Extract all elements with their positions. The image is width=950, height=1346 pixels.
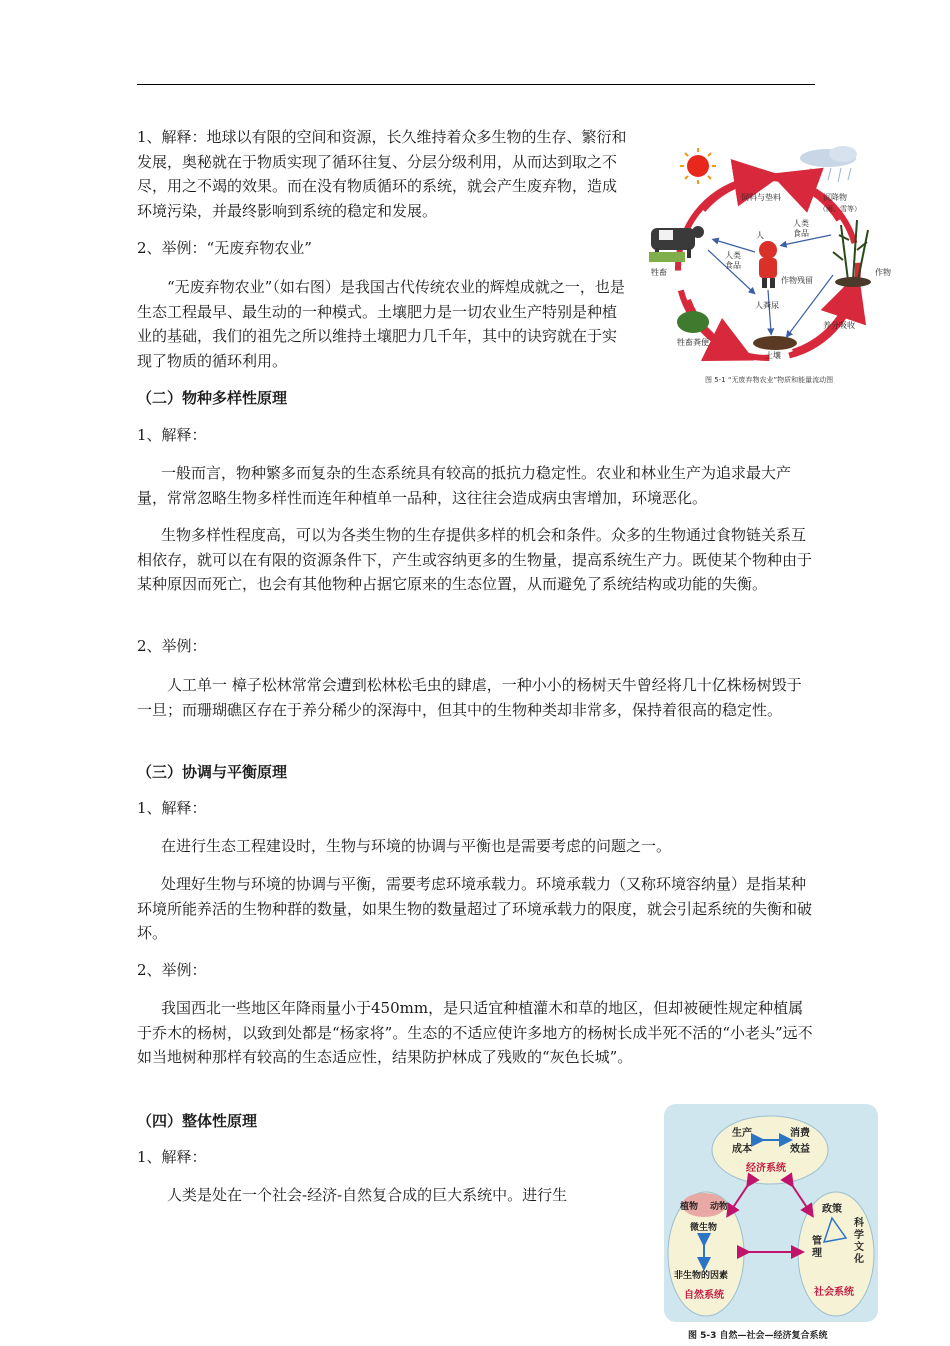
- manure-icon: [677, 311, 709, 333]
- sec3-explain-label: 1、解释：: [137, 799, 207, 817]
- label-nutrient: 养分吸收: [823, 321, 855, 330]
- sec3-example-text: 我国西北一些地区年降雨量小于450mm，是只适宜种植灌木和草的地区，但却被硬性规定种植属于乔木的杨树，以致到处都是“杨家将”。生态的不适应使许多地方的杨树长成半死不活的“小老头”远不如当地树种那样有较高的生态适应性，结果防护林成了残败的“灰色长城”。: [137, 999, 813, 1066]
- sec2-p1: 一般而言，物种繁多而复杂的生态系统具有较高的抵抗力稳定性。农业和林业生产为追求最大产量，常常忽略生物多样性而连年种植单一品种，这往往会造成病虫害增加，环境恶化。: [137, 464, 792, 507]
- nature-system-label: 自然系统: [684, 1290, 724, 1301]
- figure1-caption: 图 5-1 “无废弃物农业”物质和能量流动图: [705, 376, 834, 384]
- sec3-example-label: 2、举例：: [137, 961, 207, 979]
- econ-production: 生产: [732, 1128, 752, 1139]
- sec3-p1: 在进行生态工程建设时，生物与环境的协调与平衡也是需要考虑的问题之一。: [161, 837, 672, 855]
- label-food1b: 食品: [793, 229, 809, 238]
- sec1-explain: 1、解释：地球以有限的空间和资源，长久维持着众多生物的生存、繁衍和发展，奥秘就在于物质实现了循环往复、分层分级利用，从而达到取之不尽，用之不竭的效果。而在没有物质循环的系统，就会产生废弃物，造成环境污染，并最终影响到系统的稳定和发展。: [137, 128, 627, 220]
- label-food2b: 食品: [725, 261, 741, 270]
- sec3-heading: （三）协调与平衡原理: [137, 763, 288, 781]
- human-icon: [759, 241, 777, 288]
- header-rule: [137, 84, 815, 85]
- nature-animal: 动物: [710, 1202, 729, 1212]
- nature-abiotic: 非生物的因素: [674, 1271, 729, 1281]
- nature-plant: 植物: [680, 1202, 699, 1212]
- label-crop: 作物: [875, 268, 891, 277]
- sec2-example-text: 人工单一 樟子松林常常会遭到松林松毛虫的肆虐，一种小小的杨树天牛曾经将几十亿株杨树毁于一旦；而珊瑚礁区存在于养分稀少的深海中，但其中的生物种类却非常多，保持着很高的稳定性。: [137, 676, 802, 719]
- sec2-p2: 生物多样性程度高，可以为各类生物的生存提供多样的机会和条件。众多的生物通过食物链关系互相依存，就可以在有限的资源条件下，产生或容纳更多的生物量，提高系统生产力。既使某个物种由于某种原因而死亡，也会有其他物种占据它原来的生态位置，从而避免了系统结构或功能的失衡。: [137, 526, 813, 593]
- econ-consumption: 消费: [790, 1128, 810, 1139]
- label-sediment: 沉降物: [823, 193, 847, 202]
- cow-icon: [649, 226, 704, 262]
- label-animal-manure: 牲畜粪便: [677, 338, 709, 347]
- label-livestock: 牲畜: [651, 268, 667, 277]
- social-policy: 政策: [822, 1204, 842, 1215]
- sec2-explain-label: 1、解释：: [137, 426, 207, 444]
- cloud-icon: [800, 146, 857, 182]
- label-residue: 作物残留: [781, 276, 813, 285]
- social-sci-4: 化: [854, 1254, 864, 1265]
- label-soil: 土壤: [765, 351, 781, 360]
- sec4-p1: 人类是处在一个社会-经济-自然复合成的巨大系统中。进行生: [167, 1186, 568, 1204]
- social-sci-2: 学: [854, 1230, 864, 1241]
- sec1-example-label: 2、举例：“无废弃物农业”: [137, 239, 312, 257]
- label-sediment-sub: （雨、雪等）: [819, 205, 861, 213]
- label-feed: 饲料与垫料: [741, 193, 781, 202]
- nature-micro: 微生物: [690, 1223, 718, 1233]
- social-mgmt-2: 理: [812, 1248, 822, 1259]
- label-food2: 人类: [725, 251, 741, 260]
- label-human: 人: [756, 231, 764, 240]
- social-sci-3: 文: [854, 1242, 864, 1253]
- figure2-caption: 图 5-3 自然—社会—经济复合系统: [688, 1331, 828, 1341]
- sec2-heading: （二）物种多样性原理: [137, 389, 288, 407]
- sec3-p2: 处理好生物与环境的协调与平衡，需要考虑环境承载力。环境承载力（又称环境容纳量）是指某种环境所能养活的生物种群的数量，如果生物的数量超过了环境承载力的限度，就会引起系统的失衡和破坏。: [137, 875, 813, 942]
- label-manure: 人粪尿: [755, 301, 779, 310]
- econ-benefit: 效益: [790, 1144, 810, 1155]
- figure-no-waste-agriculture: [643, 140, 893, 390]
- social-sci-1: 科: [854, 1218, 864, 1229]
- sec4-heading: （四）整体性原理: [137, 1112, 258, 1130]
- sun-icon: [680, 148, 716, 184]
- soil-icon: [753, 336, 797, 350]
- figure-complex-system: [662, 1102, 882, 1342]
- sec1-example-text: “无废弃物农业”（如右图）是我国古代传统农业的辉煌成就之一，也是生态工程最早、最生动的一种模式。土壤肥力是一切农业生产特别是种植业的基础，我们的祖先之所以维持土壤肥力几千年，其中的诀窍就在于实现了物质的循环利用。: [137, 278, 625, 370]
- sec4-explain-label: 1、解释：: [137, 1148, 207, 1166]
- econ-system-label: 经济系统: [746, 1163, 786, 1174]
- label-food1: 人类: [793, 219, 809, 228]
- social-mgmt-1: 管: [812, 1236, 822, 1247]
- sec2-example-label: 2、举例：: [137, 637, 207, 655]
- social-system-label: 社会系统: [814, 1287, 854, 1298]
- econ-cost: 成本: [732, 1144, 752, 1155]
